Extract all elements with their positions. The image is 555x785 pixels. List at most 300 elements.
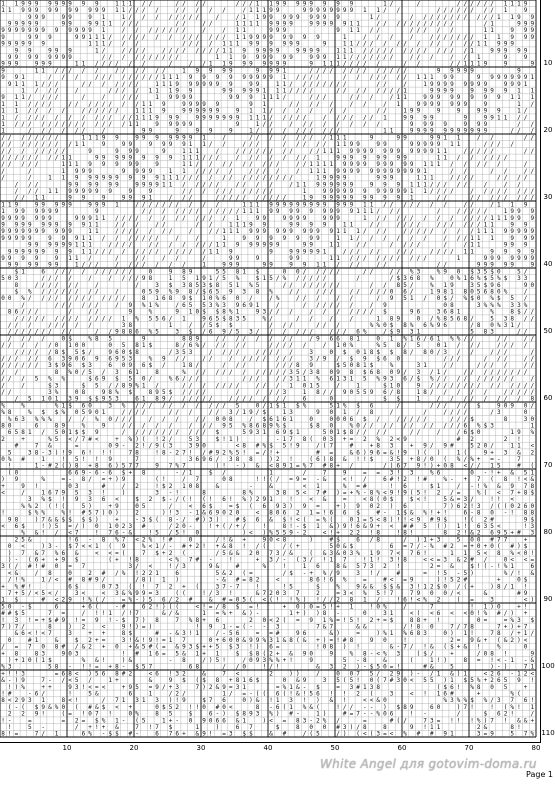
svg-text:5: 5 xyxy=(215,643,220,651)
svg-text:5: 5 xyxy=(235,402,240,410)
svg-text:5: 5 xyxy=(208,322,213,329)
svg-text:9: 9 xyxy=(21,228,25,236)
svg-text:9: 9 xyxy=(249,60,253,68)
svg-text:/: / xyxy=(403,40,407,48)
svg-text:5: 5 xyxy=(195,281,200,289)
svg-text:/: / xyxy=(269,368,273,376)
svg-text:9: 9 xyxy=(54,27,59,35)
svg-text:9: 9 xyxy=(423,94,427,102)
svg-text:%: % xyxy=(349,650,354,658)
svg-text:=: = xyxy=(363,717,367,725)
svg-text:9: 9 xyxy=(269,33,273,41)
svg-text:9: 9 xyxy=(202,315,206,323)
svg-text:1: 1 xyxy=(74,161,79,169)
svg-text:/: / xyxy=(41,121,46,128)
svg-text:-: - xyxy=(336,610,340,618)
svg-text:0: 0 xyxy=(188,717,193,725)
svg-text:5: 5 xyxy=(135,683,139,691)
svg-text:/: / xyxy=(269,335,273,343)
svg-text:%: % xyxy=(503,288,508,296)
svg-text:6: 6 xyxy=(463,509,468,517)
svg-text:3: 3 xyxy=(175,509,180,517)
svg-text:/: / xyxy=(95,121,99,128)
svg-text:(: ( xyxy=(409,657,414,664)
svg-text:9: 9 xyxy=(510,214,515,222)
svg-text:$: $ xyxy=(503,275,508,283)
svg-text:9: 9 xyxy=(269,27,273,35)
svg-text:9: 9 xyxy=(48,60,52,68)
svg-text:0: 0 xyxy=(470,536,474,544)
svg-text:/: / xyxy=(322,308,327,316)
svg-text:-: - xyxy=(121,529,126,537)
svg-text:3: 3 xyxy=(289,409,293,417)
svg-text:%: % xyxy=(21,683,25,691)
svg-text:1: 1 xyxy=(168,167,173,175)
svg-text:2: 2 xyxy=(336,596,340,604)
svg-text:%: % xyxy=(296,596,300,604)
svg-text:/: / xyxy=(28,134,32,142)
svg-text:/: / xyxy=(409,33,414,41)
svg-text:/: / xyxy=(296,275,300,283)
svg-text:/: / xyxy=(68,295,72,303)
svg-text:/: / xyxy=(34,328,39,336)
svg-text:/: / xyxy=(88,255,92,262)
svg-text:1: 1 xyxy=(34,80,39,88)
svg-text:/: / xyxy=(282,114,287,122)
svg-text:/: / xyxy=(182,181,186,189)
svg-text:$: $ xyxy=(523,543,528,551)
svg-text:/: / xyxy=(255,181,260,189)
svg-text:1: 1 xyxy=(476,60,481,68)
svg-text:8: 8 xyxy=(416,616,421,624)
svg-text:/: / xyxy=(21,375,25,383)
svg-text:3: 3 xyxy=(490,328,494,336)
svg-text:8: 8 xyxy=(215,281,220,289)
svg-text:9: 9 xyxy=(34,255,39,262)
svg-text:!: ! xyxy=(476,643,481,651)
svg-text:$: $ xyxy=(517,308,521,316)
svg-text:/: / xyxy=(235,154,240,162)
svg-text:/: / xyxy=(396,87,401,95)
svg-text:/: / xyxy=(48,275,52,283)
svg-text:1: 1 xyxy=(168,322,173,329)
svg-text:=: = xyxy=(376,469,381,477)
svg-text:9: 9 xyxy=(289,214,293,222)
svg-text:1: 1 xyxy=(141,107,146,115)
svg-text:/: / xyxy=(34,100,39,108)
svg-text:): ) xyxy=(249,610,253,618)
svg-text:9: 9 xyxy=(436,87,441,95)
svg-text:/: / xyxy=(376,288,381,296)
svg-text:7: 7 xyxy=(95,509,99,517)
svg-text:/: / xyxy=(14,121,19,128)
svg-text:$: $ xyxy=(68,543,72,551)
svg-text:=: = xyxy=(403,543,407,551)
svg-text:9: 9 xyxy=(235,261,240,269)
svg-text:$: $ xyxy=(282,516,287,524)
svg-text:9: 9 xyxy=(289,529,293,537)
svg-text:%: % xyxy=(322,569,327,577)
svg-text:1: 1 xyxy=(329,255,334,262)
svg-text:/: / xyxy=(369,27,374,35)
svg-text:7: 7 xyxy=(463,623,468,631)
svg-text:-: - xyxy=(68,663,72,671)
svg-text:/: / xyxy=(135,47,139,55)
svg-text:6: 6 xyxy=(329,335,334,343)
svg-text:/: / xyxy=(74,435,79,443)
svg-text:5: 5 xyxy=(490,315,494,323)
svg-text:8: 8 xyxy=(128,328,133,336)
svg-text:9: 9 xyxy=(1,74,5,82)
svg-text:9: 9 xyxy=(249,94,253,102)
svg-text:9: 9 xyxy=(61,616,66,624)
svg-text:2: 2 xyxy=(168,583,173,591)
svg-text:1: 1 xyxy=(336,47,340,55)
svg-text:9: 9 xyxy=(255,308,260,316)
svg-text:/: / xyxy=(409,214,414,222)
svg-text:1: 1 xyxy=(296,375,300,383)
svg-text:0: 0 xyxy=(74,355,79,363)
svg-text:/: / xyxy=(289,174,293,182)
svg-text:-: - xyxy=(497,456,501,463)
svg-text:6: 6 xyxy=(74,536,79,544)
svg-text:/: / xyxy=(7,576,12,584)
svg-text:&: & xyxy=(289,549,293,557)
svg-text:/: / xyxy=(275,556,280,564)
svg-text:1: 1 xyxy=(249,127,253,135)
svg-text:+: + xyxy=(115,556,119,564)
svg-text:1: 1 xyxy=(269,402,273,410)
svg-text:/: / xyxy=(28,127,32,135)
svg-text:%: % xyxy=(88,335,92,343)
svg-text:9: 9 xyxy=(342,154,347,162)
svg-text:9: 9 xyxy=(342,389,347,396)
svg-text:9: 9 xyxy=(443,442,448,450)
svg-text:0: 0 xyxy=(262,616,267,624)
svg-text:$: $ xyxy=(530,516,535,524)
svg-text:(: ( xyxy=(376,496,381,504)
svg-text:#: # xyxy=(376,509,381,517)
svg-text:!: ! xyxy=(141,636,146,644)
svg-text:1: 1 xyxy=(497,214,501,222)
svg-text:/: / xyxy=(329,80,334,88)
svg-text:/: / xyxy=(269,174,273,182)
svg-text:/: / xyxy=(162,27,166,35)
svg-text:-: - xyxy=(168,630,173,638)
svg-text:9: 9 xyxy=(450,100,454,108)
svg-text:9: 9 xyxy=(162,395,166,403)
svg-text:9: 9 xyxy=(497,107,501,115)
svg-text:%: % xyxy=(7,456,12,463)
svg-text:1: 1 xyxy=(403,87,407,95)
svg-text:/: / xyxy=(349,301,354,309)
svg-text:/: / xyxy=(269,188,273,195)
svg-text:/: / xyxy=(436,27,441,35)
svg-text:6: 6 xyxy=(490,529,494,537)
svg-text:&: & xyxy=(396,583,401,591)
svg-text:(: ( xyxy=(222,523,226,530)
svg-text:%: % xyxy=(81,422,86,430)
svg-text:1: 1 xyxy=(510,201,515,209)
svg-text:/: / xyxy=(403,221,407,229)
svg-text:&: & xyxy=(269,482,273,490)
svg-text:6: 6 xyxy=(497,677,501,685)
svg-text:2: 2 xyxy=(376,502,381,510)
svg-text:!: ! xyxy=(497,496,501,504)
svg-text:9: 9 xyxy=(155,114,159,122)
svg-text:1: 1 xyxy=(41,697,46,705)
svg-text:$: $ xyxy=(275,402,280,410)
svg-text:%: % xyxy=(95,415,99,423)
svg-text:<: < xyxy=(188,502,193,510)
svg-text:/: / xyxy=(68,308,72,316)
svg-text:$: $ xyxy=(14,288,19,296)
svg-text:3: 3 xyxy=(262,657,267,664)
svg-text:9: 9 xyxy=(322,7,327,15)
svg-text:1: 1 xyxy=(510,429,515,437)
svg-text:(: ( xyxy=(95,603,99,611)
svg-text:!: ! xyxy=(128,556,133,564)
svg-text:%: % xyxy=(262,636,267,644)
svg-text:/: / xyxy=(215,167,220,175)
svg-text:8: 8 xyxy=(463,315,468,323)
svg-text:/: / xyxy=(383,429,387,437)
svg-text:!: ! xyxy=(302,697,307,705)
svg-text:&: & xyxy=(95,703,99,711)
svg-text:9: 9 xyxy=(202,275,206,283)
svg-text:/: / xyxy=(255,409,260,417)
svg-text:9: 9 xyxy=(68,7,72,15)
svg-text:#: # xyxy=(88,703,92,711)
svg-text:/: / xyxy=(101,100,106,108)
svg-text:9: 9 xyxy=(262,536,267,544)
svg-text:/: / xyxy=(349,60,354,68)
svg-text:!: ! xyxy=(81,710,86,718)
svg-text:$: $ xyxy=(168,389,173,396)
svg-text:/: / xyxy=(7,355,12,363)
svg-text:1: 1 xyxy=(202,141,206,149)
svg-text:/: / xyxy=(470,40,474,48)
svg-text:9: 9 xyxy=(510,221,515,229)
svg-text:8: 8 xyxy=(530,509,535,517)
svg-text:$: $ xyxy=(336,362,340,370)
svg-text:1: 1 xyxy=(463,670,468,678)
svg-text:/: / xyxy=(81,127,86,135)
svg-text:=: = xyxy=(162,643,166,651)
svg-text:9: 9 xyxy=(322,181,327,189)
svg-text:9: 9 xyxy=(7,516,12,524)
svg-text:9: 9 xyxy=(476,80,481,88)
svg-text:#: # xyxy=(356,683,360,691)
svg-text:/: / xyxy=(81,415,86,423)
svg-text:0: 0 xyxy=(208,636,213,644)
svg-text:1: 1 xyxy=(423,80,427,88)
svg-text:/: / xyxy=(517,322,521,329)
svg-text:9: 9 xyxy=(336,569,340,577)
svg-text:/: / xyxy=(363,54,367,61)
svg-text:9: 9 xyxy=(41,703,46,711)
svg-text:6: 6 xyxy=(115,348,119,356)
svg-text:9: 9 xyxy=(195,67,200,75)
svg-text:8: 8 xyxy=(34,449,39,457)
svg-text:0: 0 xyxy=(255,549,260,557)
svg-text:-: - xyxy=(523,657,528,664)
svg-text:/: / xyxy=(523,288,528,296)
svg-text:1: 1 xyxy=(349,234,354,242)
svg-text:/: / xyxy=(28,141,32,149)
svg-text:!: ! xyxy=(14,576,19,584)
svg-text:!: ! xyxy=(356,616,360,624)
svg-text:0: 0 xyxy=(497,268,501,276)
svg-text:9: 9 xyxy=(423,121,427,128)
svg-text:9: 9 xyxy=(74,33,79,41)
svg-text:5: 5 xyxy=(121,355,126,363)
svg-text:2: 2 xyxy=(316,717,320,725)
svg-text:(: ( xyxy=(242,623,247,631)
svg-text:9: 9 xyxy=(21,40,25,48)
svg-text:/: / xyxy=(450,382,454,390)
svg-text:5: 5 xyxy=(222,268,226,276)
svg-text:/: / xyxy=(208,221,213,229)
svg-text:/: / xyxy=(88,288,92,296)
svg-text:/: / xyxy=(363,100,367,108)
svg-text:0: 0 xyxy=(74,368,79,376)
svg-text:!: ! xyxy=(108,449,113,457)
svg-text:7: 7 xyxy=(430,603,434,611)
svg-text:0: 0 xyxy=(503,402,508,410)
svg-text:/: / xyxy=(483,368,488,376)
svg-text:9: 9 xyxy=(115,174,119,182)
svg-text:9: 9 xyxy=(510,482,515,490)
svg-text:8: 8 xyxy=(322,610,327,618)
svg-text:1: 1 xyxy=(41,67,46,75)
svg-text:/: / xyxy=(376,107,381,115)
svg-text:/: / xyxy=(309,281,314,289)
svg-text:9: 9 xyxy=(255,54,260,61)
svg-text:/: / xyxy=(168,47,173,55)
svg-text:1: 1 xyxy=(275,80,280,88)
svg-text:%: % xyxy=(476,677,481,685)
svg-text:(: ( xyxy=(155,516,159,524)
svg-text:1: 1 xyxy=(450,141,454,149)
svg-text:5: 5 xyxy=(450,315,454,323)
svg-text:/: / xyxy=(463,167,468,175)
svg-text:=: = xyxy=(249,569,253,577)
svg-text:/: / xyxy=(389,47,394,55)
svg-text:/: / xyxy=(302,87,307,95)
svg-text:9: 9 xyxy=(28,13,32,21)
svg-text:9: 9 xyxy=(376,161,381,169)
svg-text:1: 1 xyxy=(309,382,314,390)
svg-text:3: 3 xyxy=(289,697,293,705)
svg-text:=: = xyxy=(329,636,334,644)
svg-text:2: 2 xyxy=(456,576,461,584)
svg-text:/: / xyxy=(34,342,39,350)
svg-text:6: 6 xyxy=(342,509,347,517)
svg-text:8: 8 xyxy=(349,596,354,604)
svg-text:9: 9 xyxy=(81,33,86,41)
svg-text:6: 6 xyxy=(443,690,448,698)
svg-text:9: 9 xyxy=(95,7,99,15)
svg-text:%: % xyxy=(403,630,407,638)
svg-text:/: / xyxy=(202,0,206,8)
svg-text:5: 5 xyxy=(74,489,79,497)
svg-text:1: 1 xyxy=(54,395,59,403)
svg-text:5: 5 xyxy=(483,268,488,276)
svg-text:/: / xyxy=(369,40,374,48)
svg-text:1: 1 xyxy=(229,435,233,443)
svg-text:+: + xyxy=(168,717,173,725)
svg-text:0: 0 xyxy=(7,295,12,303)
svg-text:0: 0 xyxy=(101,583,106,591)
svg-text:/: / xyxy=(336,382,340,390)
svg-text:&: & xyxy=(95,657,99,664)
svg-text:/: / xyxy=(403,201,407,209)
svg-text:/: / xyxy=(302,275,307,283)
svg-text:5: 5 xyxy=(188,301,193,309)
svg-text:/: / xyxy=(503,583,508,591)
svg-text:9: 9 xyxy=(342,188,347,195)
svg-text:9: 9 xyxy=(530,27,535,35)
svg-text:/: / xyxy=(530,147,535,155)
svg-text:1: 1 xyxy=(215,248,220,256)
svg-text:/: / xyxy=(54,529,59,537)
svg-text:/: / xyxy=(121,40,126,48)
svg-text:<: < xyxy=(249,529,253,537)
svg-text:1: 1 xyxy=(74,60,79,68)
svg-text:9: 9 xyxy=(336,27,340,35)
svg-text:/: / xyxy=(409,348,414,356)
svg-text:9: 9 xyxy=(342,161,347,169)
svg-text:9: 9 xyxy=(349,0,354,8)
svg-text:5: 5 xyxy=(229,422,233,430)
svg-text:7: 7 xyxy=(523,663,528,671)
svg-text:/: / xyxy=(269,127,273,135)
svg-text:!: ! xyxy=(403,636,407,644)
svg-text:$: $ xyxy=(14,596,19,604)
svg-text:2: 2 xyxy=(148,603,153,611)
svg-text:9: 9 xyxy=(363,161,367,169)
svg-text:/: / xyxy=(48,141,52,149)
svg-text:(: ( xyxy=(135,717,139,725)
svg-text:1: 1 xyxy=(7,201,12,209)
svg-text:1: 1 xyxy=(363,348,367,356)
svg-text:2: 2 xyxy=(249,616,253,624)
svg-text:6: 6 xyxy=(155,650,159,658)
svg-text:=: = xyxy=(34,616,39,624)
svg-text:5: 5 xyxy=(503,677,508,685)
svg-text:2: 2 xyxy=(88,643,92,651)
svg-text:!: ! xyxy=(289,456,293,463)
svg-text:9: 9 xyxy=(269,60,273,68)
svg-text:8: 8 xyxy=(7,308,12,316)
svg-text:9: 9 xyxy=(128,308,133,316)
svg-text:!: ! xyxy=(322,576,327,584)
svg-text:/: / xyxy=(182,382,186,390)
svg-text:6: 6 xyxy=(436,469,441,477)
svg-text:(: ( xyxy=(443,643,448,651)
svg-text:/: / xyxy=(403,717,407,725)
svg-text:-: - xyxy=(14,556,19,564)
svg-text:#: # xyxy=(322,462,327,470)
svg-text:/: / xyxy=(396,415,401,423)
svg-text:/: / xyxy=(1,174,5,182)
svg-text:!: ! xyxy=(336,636,340,644)
svg-text:0: 0 xyxy=(302,382,307,390)
svg-text:8: 8 xyxy=(369,348,374,356)
svg-text:8: 8 xyxy=(376,529,381,537)
svg-text:9: 9 xyxy=(249,429,253,437)
